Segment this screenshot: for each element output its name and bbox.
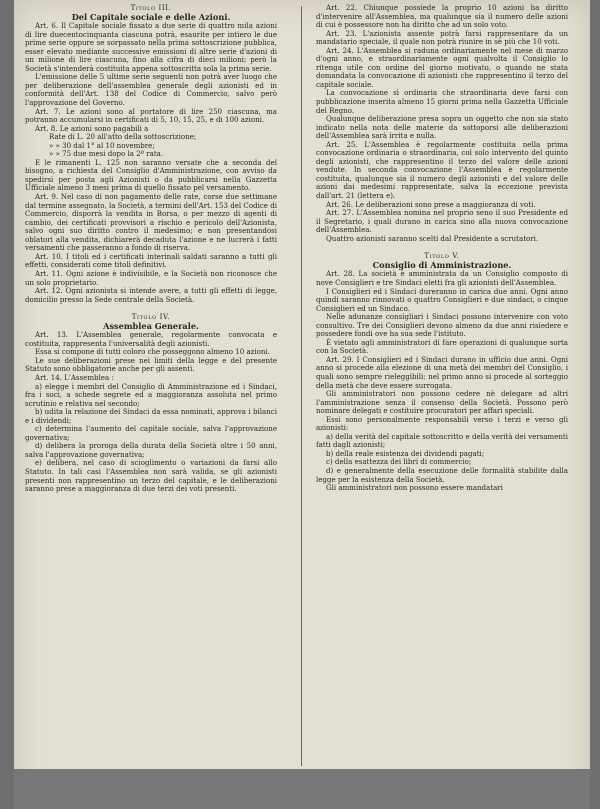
paragraph: d) e generalmente della esecuzione delle formalità stabilite dalla legge per la esistenza della Società.	[316, 465, 568, 484]
paragraph: Le sue deliberazioni prese nei limiti della legge e del presente Statuto sono obbligatorie anche per gli assenti.	[25, 355, 277, 374]
rate-line: » » 30 dal 1° al 10 novembre;	[49, 140, 155, 150]
paragraph: Gli amministratori non possono cedere nè delegare ad altri l'amministrazione senza il consenso della Società. Possono però nominare delegati e costituire procuratori per affari speciali.	[316, 389, 568, 416]
paragraph: a) elegge i membri del Consiglio di Amministrazione ed i Sindaci, fra i soci, a schede segrete ed a maggioranza assoluta nel primo scrutinio e relativa nel secondo;	[25, 381, 277, 408]
paragraph: Art. 11. Ogni azione è indivisibile, e la Società non riconosce che un solo proprietario.	[25, 268, 277, 287]
paragraph: Essi sono personalmente responsabili verso i terzi e verso gli azionisti:	[316, 414, 568, 433]
rate-line: » » 75 due mesi dopo la 2ª rata.	[49, 149, 164, 159]
paragraph: Art. 29. I Consiglieri ed i Sindaci durano in ufficio due anni. Ogni anno si procede alla elezione di una metà dei membri del Consiglio, i quali sono sempre rieleggibili; nel primo anno si procede al sorteggio della metà che deve essere surrogata.	[316, 354, 568, 390]
title-5: Titolo V.	[424, 252, 460, 261]
paragraph: Art. 24. L'Assemblea si raduna ordinariamente nel mese di marzo d'ogni anno, e straordinariamente ogni qualvolta il Consiglio lo ritenga utile con ordine del giorno motivato, o quando ne stata domandata la convocazione di azionisti che rappresentino il terzo del capitale sociale.	[316, 45, 568, 89]
paragraph: Gli amministratori non possono essere mandatari	[326, 483, 503, 493]
paragraph: Art. 25. L'Assemblea è regolarmente costituita nella prima convocazione ordinaria o straordinaria, col solo intervento del quinto degli azionisti, che rappresentino il terzo del valore delle azioni vendute. In seconda convocazione l'Assemblea è regolarmente costituita, qualunque sia il numero degli azionisti e del valore delle azioni dai medesimi rappresentate, salva la eccezione prevista dall'art. 21 (lettera e).	[316, 139, 568, 201]
paragraph: Art. 12. Ogni azionista si intende avere, a tutti gli effetti di legge, domicilio presso la Sede centrale della Società.	[25, 286, 277, 304]
document-page	[14, 0, 590, 809]
paragraph: e) delibera, nel caso di scioglimento o variazioni da farsi allo Statuto. In tali casi l'Assemblea non sarà valida, se gli azionisti presenti non rappresentino un terzo del capitale, e le deliberazioni saranno prese a maggioranza di due terzi dei voti presenti.	[25, 458, 277, 494]
paragraph: I Consiglieri ed i Sindaci dureranno in carica due anni. Ogni anno quindi saranno rinnovati o quattro Consiglieri e due sindaci, o cinque Consiglieri ed un Sindaco.	[316, 286, 568, 313]
paragraph: La convocazione sì ordinaria che straordinaria deve farsi con pubblicazione inserita almeno 15 giorni prima nella Gazzetta Ufficiale del Regno.	[316, 88, 568, 115]
paragraph: Art. 28. La società è amministrata da un Consiglio composto di nove Consiglieri e tre Sindaci eletti fra gli azionisti dell'Assemblea.	[316, 269, 568, 287]
paragraph: c) determina l'aumento del capitale sociale, salva l'approvazione governativa;	[25, 424, 277, 442]
paragraph: Essa si compone di tutti coloro che posseggono almeno 10 azioni.	[35, 347, 270, 357]
paragraph: E le rimanenti L. 125 non saranno versate che a seconda del bisogno, a richiesta del Consiglio d'Amministrazione, con avviso da spedirsi per posta agli Azionisti o da pubblicarsi nella Gazzetta Ufficiale almeno 3 mesi prima di quello fissato pel versamento.	[25, 157, 277, 193]
paragraph: d) delibera la proroga della durata della Società oltre i 50 anni, salva l'approvazione governativa;	[25, 441, 277, 459]
paragraph: Art. 9. Nel caso di non pagamento delle rate, corse due settimane dal termine assegnato, la Società, a termini dell'Art. 153 del Codice di Commercio, disporrà la vendita in Borsa, o per mezzo di agenti di cambio, dei certificati provvisori a rischio e pericolo dell'Azionista, salvo ogni suo diritto contro il medesimo; e non presentandosi oblatori alla vendita, dichiarerà decaduta l'azione e ne lucrerà i fatti versamenti che passeranno a fondo di riserva.	[25, 192, 277, 253]
paragraph: Art. 14. L'Assemblea :	[35, 372, 114, 382]
paragraph: c) della esattezza dei libri di commercio;	[326, 457, 472, 467]
title-3: Titolo III.	[130, 4, 172, 12]
heading-4: Assemblea Generale.	[103, 320, 199, 331]
heading-5: Consiglio di Amministrazione.	[372, 259, 512, 270]
paragraph: Nelle adunanze consigliari i Sindaci possono intervenire con voto consultivo. Tre dei Consiglieri devono almeno da due anni risiedere e possedere fondi ove ha sua sede l'istituto.	[316, 312, 568, 339]
paragraph: Art. 13. L'Assemblea generale, regolarmente convocata e costituita, rappresenta l'universalità degli azionisti.	[25, 330, 277, 348]
paragraph: Art. 26. Le deliberazioni sono prese a maggioranza di voti.	[326, 199, 536, 209]
title-4: Titolo IV.	[131, 313, 171, 322]
paragraph: È vietato agli amministratori di fare operazioni di qualunque sorta con la Società.	[316, 337, 568, 356]
paragraph: Art. 22. Chiunque possiede la proprio 10 azioni ha diritto d'intervenire all'Assemblea, ma qualunque sia il numero delle azioni di cui è possessore non ha diritto che ad un solo voto.	[316, 3, 568, 30]
rate-line: Rate di L. 20 all'atto della sottoscrizione;	[49, 132, 197, 142]
right-column	[316, 4, 568, 493]
paragraph: Art. 27. L'Assemblea nomina nel proprio seno il suo Presidente ed il Segretario, i quali durano in carica sino alla nuova convocazione dell'Assemblea.	[316, 208, 568, 235]
paragraph: L'emissione delle 5 ultime serie seguenti non potrà aver luogo che per deliberazione dell'assemblea generale degli azionisti ed in conformità dell'Art. 138 del Codice di Commercio, salvo però l'approvazione del Governo.	[25, 72, 277, 108]
scan-bottom-edge	[14, 769, 590, 809]
paragraph: Qualunque deliberazione presa sopra un oggetto che non sia stato indicato nella nota delle materie da sottoporsi alle deliberazioni dell'Assemblea sarà irrita e nulla.	[316, 114, 568, 141]
paragraph: b) della reale esistenza dei dividendi pagati;	[326, 448, 485, 458]
paragraph: Art. 10. I titoli ed i certificati interinali saldati saranno a tutti gli effetti, considerati come titoli definitivi.	[25, 251, 277, 270]
left-column	[25, 4, 277, 494]
heading-3: Del Capitale sociale e delle Azioni.	[71, 11, 231, 22]
paragraph: a) della verità del capitale sottoscritto e della verità dei versamenti fatti dagli azionisti;	[316, 431, 568, 450]
column-divider	[301, 6, 302, 766]
paragraph: Art. 6. Il Capitale sociale fissato a due serie di quattro mila azioni di lire duecentocinquanta ciascuna potrà, esaurite per intiero le due prime serie oppure se sorpassato nella prima sottoscrizione pubblica, esser elevato mediante successive emissioni di altre serie d'azioni di un milione di lire ciascuna, fino alla cifra di dieci milioni; però la Società s'intenderà costituita appena sottoscritta sola la prima serie.	[25, 21, 277, 73]
paragraph: Quattro azionisti saranno scelti dal Presidente a scrutatori.	[326, 233, 539, 243]
paragraph: Art. 23. L'azionista assente potrà farsi rappresentare da un mandatario speciale, il quale non potrà riunire in sè più che 10 voti.	[316, 28, 568, 47]
paragraph: Art. 8. Le azioni sono pagabili a	[35, 123, 149, 133]
paragraph: b) udita la relazione dei Sindaci da essa nominati, approva i bilanci e i dividendi;	[25, 407, 277, 425]
paragraph: Art. 7. Le azioni sono al portatore di lire 250 ciascuna, ma potranno accumularsi in certificati di 5, 10, 15, 25, e di 100 azioni.	[25, 106, 277, 125]
